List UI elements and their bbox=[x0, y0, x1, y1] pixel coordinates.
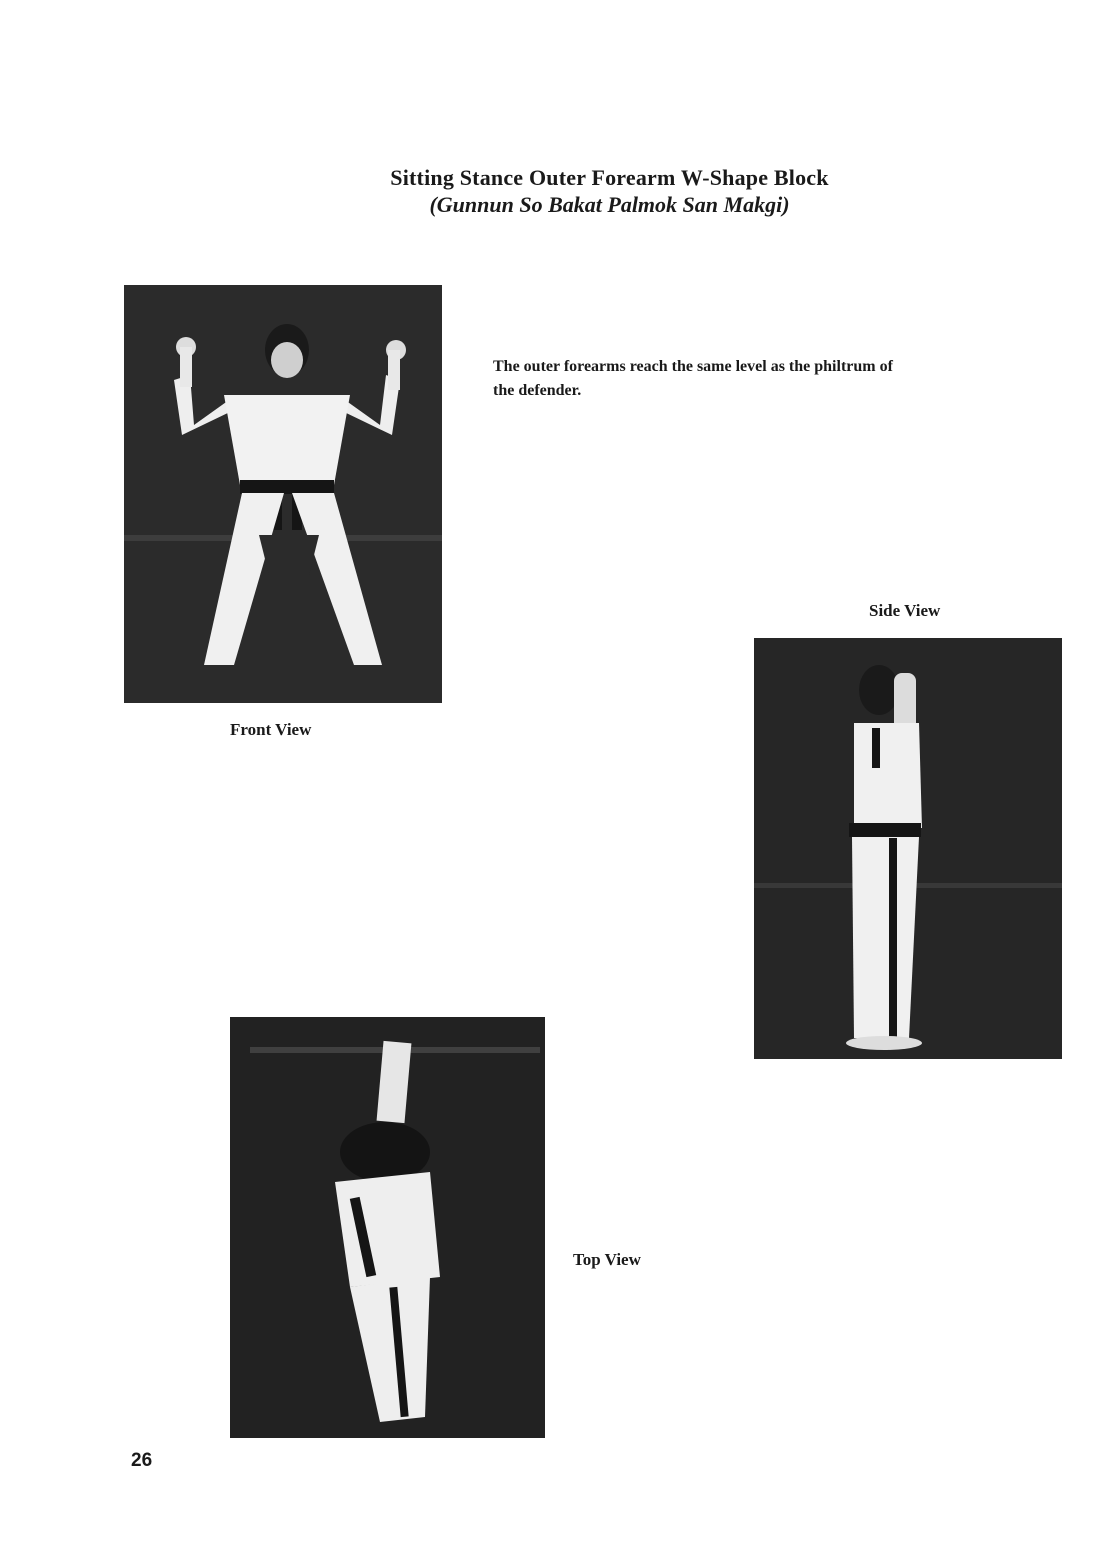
side-view-figure-icon bbox=[754, 638, 1062, 1059]
top-view-figure-icon bbox=[230, 1017, 545, 1438]
page-title: Sitting Stance Outer Forearm W-Shape Block bbox=[390, 165, 829, 190]
heading-block bbox=[0, 164, 1119, 218]
front-view-figure-icon bbox=[124, 285, 442, 703]
side-view-photo bbox=[754, 638, 1062, 1059]
side-view-caption: Side View bbox=[869, 601, 941, 620]
top-view-photo bbox=[230, 1017, 545, 1438]
body-text: The outer forearms reach the same level as the philtrum of the defender. bbox=[493, 358, 893, 399]
front-view-caption: Front View bbox=[230, 720, 312, 739]
front-view-photo bbox=[124, 285, 442, 703]
page-number: 26 bbox=[131, 1450, 153, 1471]
top-view-caption: Top View bbox=[573, 1250, 641, 1269]
page-subtitle: (Gunnun So Bakat Palmok San Makgi) bbox=[429, 192, 790, 217]
